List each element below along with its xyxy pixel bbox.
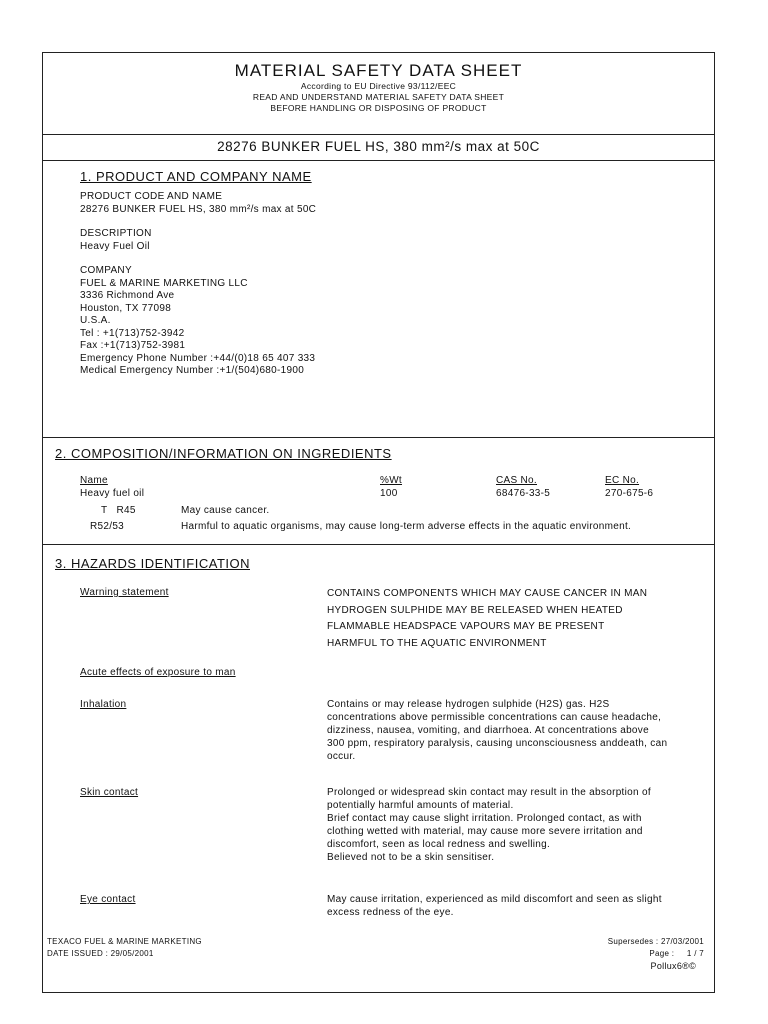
warning-statement-label: Warning statement <box>80 587 169 598</box>
column-header-cas: CAS No. <box>496 475 538 486</box>
read-instruction-line: READ AND UNDERSTAND MATERIAL SAFETY DATA SHEET <box>252 92 505 102</box>
skin-line: Prolonged or widespread skin contact may result in the absorption of <box>327 787 651 798</box>
section-product-company <box>43 161 714 438</box>
inhalation-label: Inhalation <box>80 699 127 710</box>
inhalation-text <box>327 698 707 763</box>
section-composition <box>43 438 714 545</box>
inhalation-line: occur. <box>327 751 356 762</box>
company-fax: Fax :+1(713)752-3981 <box>80 340 186 351</box>
medical-emergency-phone: Medical Emergency Number :+1/(504)680-1900 <box>80 365 305 376</box>
warning-line: HYDROGEN SULPHIDE MAY BE RELEASED WHEN HEATED <box>327 604 623 616</box>
inhalation-line: concentrations above permissible concentrations can cause headache, <box>327 712 662 723</box>
warning-line: FLAMMABLE HEADSPACE VAPOURS MAY BE PRESENT <box>327 621 605 632</box>
warning-statement-text <box>327 586 707 652</box>
ingredient-name: Heavy fuel oil <box>80 488 145 499</box>
skin-contact-text <box>327 786 707 864</box>
column-header-weight: %Wt <box>380 475 403 486</box>
eye-contact-text <box>327 893 707 919</box>
company-street: 3336 Richmond Ave <box>80 290 175 301</box>
ingredient-ec: 270-675-6 <box>605 488 654 499</box>
product-banner: 28276 BUNKER FUEL HS, 380 mm²/s max at 50C <box>43 134 714 161</box>
section1-body <box>80 191 316 378</box>
footer-page-number: Page : 1 / 7 <box>649 949 704 958</box>
section2-title: 2. COMPOSITION/INFORMATION ON INGREDIENTS <box>55 446 392 461</box>
column-header-ec: EC No. <box>605 475 640 486</box>
eye-line: May cause irritation, experienced as mild discomfort and seen as slight <box>327 894 662 905</box>
skin-line: potentially harmful amounts of material. <box>327 800 514 811</box>
eye-contact-label: Eye contact <box>80 894 136 905</box>
footer-date-issued: DATE ISSUED : 29/05/2001 <box>47 949 154 958</box>
footer-company: TEXACO FUEL & MARINE MARKETING <box>47 937 202 946</box>
inhalation-line: dizziness, nausea, vomiting, and diarrhoea. At concentrations above <box>327 725 649 736</box>
handling-instruction-line: BEFORE HANDLING OR DISPOSING OF PRODUCT <box>270 103 487 113</box>
company-country: U.S.A. <box>80 315 111 326</box>
company-city: Houston, TX 77098 <box>80 302 172 314</box>
section3-title: 3. HAZARDS IDENTIFICATION <box>55 556 250 571</box>
ingredient-weight: 100 <box>380 488 398 499</box>
footer-software-mark: Pollux6®© <box>650 961 696 971</box>
risk-text-r5253: Harmful to aquatic organisms, may cause long-term adverse effects in the aquatic environment. <box>181 521 632 532</box>
product-code-value: 28276 BUNKER FUEL HS, 380 mm²/s max at 50C <box>80 203 317 215</box>
document-title: MATERIAL SAFETY DATA SHEET <box>234 61 523 80</box>
inhalation-line: Contains or may release hydrogen sulphide (H2S) gas. H2S <box>327 699 610 710</box>
footer-supersedes: Supersedes : 27/03/2001 <box>607 937 704 946</box>
acute-effects-label: Acute effects of exposure to man <box>80 667 236 678</box>
risk-code-r45: T R45 <box>101 505 136 516</box>
company-phone: Tel : +1(713)752-3942 <box>80 327 185 339</box>
warning-line: CONTAINS COMPONENTS WHICH MAY CAUSE CANCER IN MAN <box>327 588 648 599</box>
section1-title: 1. PRODUCT AND COMPANY NAME <box>80 169 312 184</box>
ingredient-cas: 68476-33-5 <box>496 488 551 499</box>
description-value: Heavy Fuel Oil <box>80 240 150 252</box>
skin-line: Believed not to be a skin sensitiser. <box>327 852 495 863</box>
inhalation-line: 300 ppm, respiratory paralysis, causing unconsciousness anddeath, can <box>327 738 668 749</box>
company-label: COMPANY <box>80 265 132 276</box>
msds-page <box>42 52 715 993</box>
company-name: FUEL & MARINE MARKETING LLC <box>80 277 248 289</box>
risk-text-r45: May cause cancer. <box>181 505 270 516</box>
emergency-phone: Emergency Phone Number :+44/(0)18 65 407 333 <box>80 352 316 364</box>
description-label: DESCRIPTION <box>80 228 152 239</box>
warning-line: HARMFUL TO THE AQUATIC ENVIRONMENT <box>327 637 547 649</box>
section-hazards <box>43 545 714 992</box>
eye-line: excess redness of the eye. <box>327 907 454 918</box>
product-code-label: PRODUCT CODE AND NAME <box>80 191 223 202</box>
directive-line: According to EU Directive 93/112/EEC <box>300 81 457 91</box>
risk-code-r5253: R52/53 <box>90 521 125 532</box>
skin-line: Brief contact may cause slight irritation. Prolonged contact, as with <box>327 813 642 824</box>
skin-line: discomfort, seen as local redness and swelling. <box>327 839 551 850</box>
skin-line: clothing wetted with material, may cause more severe irritation and <box>327 826 643 837</box>
document-header <box>43 53 714 135</box>
skin-contact-label: Skin contact <box>80 787 139 798</box>
column-header-name: Name <box>80 475 108 486</box>
